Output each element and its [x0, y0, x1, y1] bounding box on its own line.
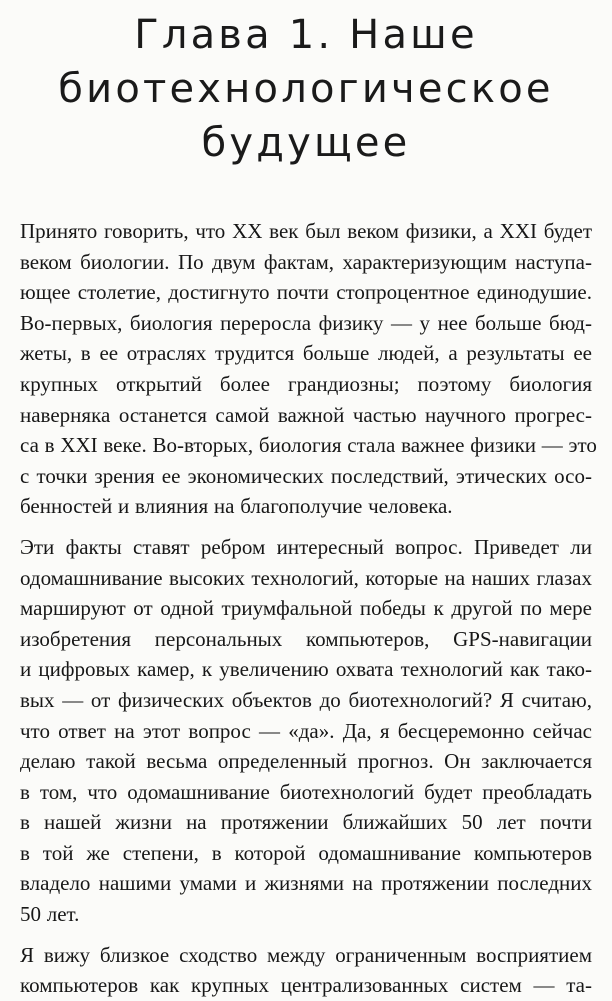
chapter-body	[20, 216, 597, 1001]
text-line: Эти факты ставят ребром интересный вопрос. Приведет ли	[20, 534, 592, 559]
paragraph-2	[20, 532, 592, 930]
text-line: Я вижу близкое сходство между ограниченным восприятием	[20, 942, 592, 967]
text-line: жеты, в ее отраслях трудится больше людей, а результаты ее	[20, 341, 592, 366]
text-line: вых — от физических объектов до биотехнологий? Я считаю,	[20, 687, 592, 712]
text-line: и цифровых камер, к увеличению охвата технологий как тако-	[20, 657, 592, 682]
text-line: делаю такой весьма определенный прогноз. Он заключается	[20, 749, 592, 774]
text-line: владело нашими умами и жизнями на протяжении последних	[20, 871, 592, 896]
text-line: в том, что одомашнивание биотехнологий будет преобладать	[20, 779, 592, 804]
text-line: одомашнивание высоких технологий, которые на наших глазах	[20, 565, 592, 590]
text-line: Во-первых, биология переросла физику — у нее больше бюд-	[20, 310, 592, 335]
text-line: с точки зрения ее экономических последствий, этических осо-	[20, 463, 592, 488]
chapter-title	[20, 8, 592, 170]
text-line: бенностей и влияния на благополучие человека.	[20, 494, 453, 519]
text-line: компьютеров как крупных централизованных систем — та-	[20, 973, 592, 998]
text-line: веком биологии. По двум фактам, характеризующим наступа-	[20, 249, 592, 274]
text-line: са в XXI веке. Во-вторых, биология стала важнее физики — это	[20, 433, 597, 458]
chapter-title-line: биотехнологическое	[58, 66, 554, 112]
text-line: 50 лет.	[20, 902, 80, 927]
text-line: наверняка останется самой важной частью научного прогрес-	[20, 402, 592, 427]
chapter-title-line: Глава 1. Наше	[134, 12, 478, 58]
text-line: маршируют от одной триумфальной победы к другой по мере	[20, 596, 592, 621]
paragraph-3	[20, 940, 592, 1001]
text-line: ющее столетие, достигнуто почти стопроцентное единодушие.	[20, 280, 592, 305]
text-line: в нашей жизни на протяжении ближайших 50 лет почти	[20, 810, 592, 835]
text-line: в той же степени, в которой одомашнивание компьютеров	[20, 840, 592, 865]
text-line: изобретения персональных компьютеров, GPS-навигации	[20, 626, 592, 651]
paragraph-1	[20, 216, 597, 522]
text-line: крупных открытий более грандиозны; поэтому биология	[20, 371, 592, 396]
text-line: Принято говорить, что XX век был веком физики, а XXI будет	[20, 219, 592, 243]
chapter-title-line: будущее	[201, 120, 411, 166]
book-page	[0, 8, 612, 998]
text-line: что ответ на этот вопрос — «да». Да, я бесцеремонно сейчас	[20, 718, 592, 743]
